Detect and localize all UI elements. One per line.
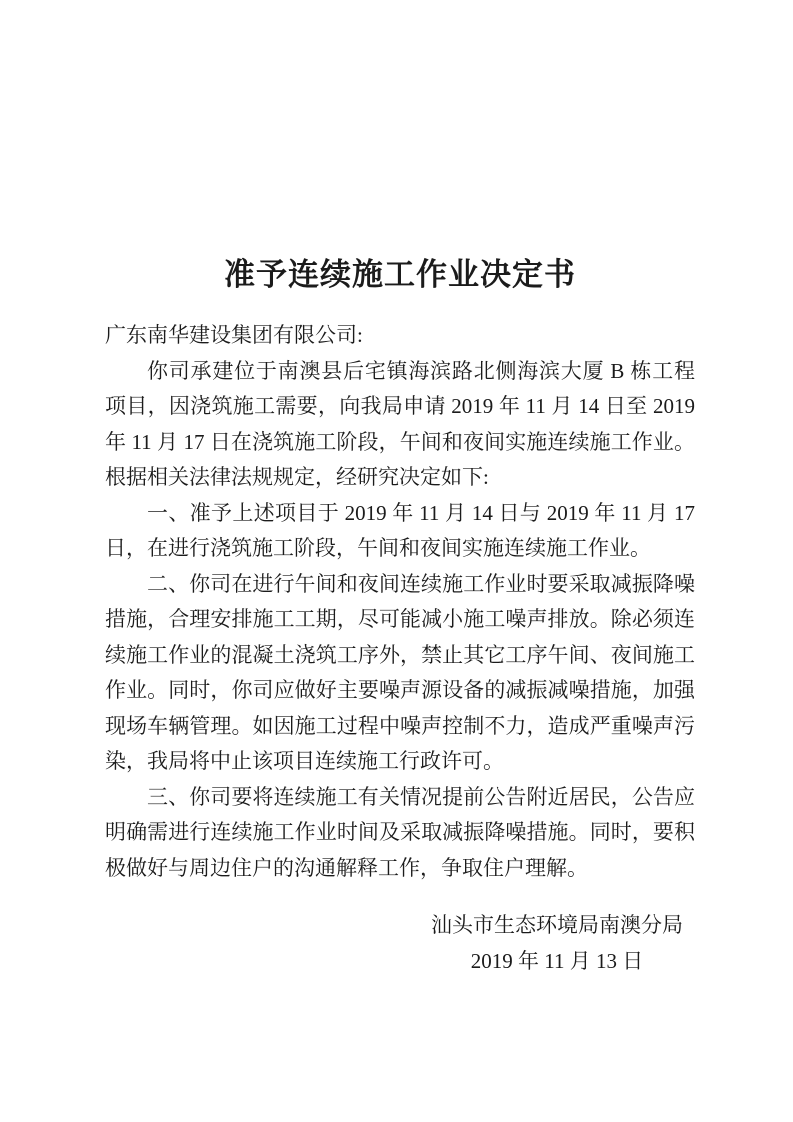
signature-org: 汕头市生态环境局南澳分局 <box>431 913 683 937</box>
addressee-line: 广东南华建设集团有限公司: <box>105 323 363 347</box>
document-title: 准予连续施工作业决定书 <box>224 257 576 292</box>
paragraph-item-3: 三、你司要将连续施工有关情况提前公告附近居民，公告应明确需进行连续施工作业时间及采取减振降噪措施。同时，要积极做好与周边住户的沟通解释工作，争取住户理解。 <box>105 784 695 880</box>
paragraph-item-1: 一、准予上述项目于 2019 年 11 月 14 日与 2019 年 11 月 17 日，在进行浇筑施工阶段，午间和夜间实施连续施工作业。 <box>105 500 695 560</box>
signature-date: 2019 年 11 月 13 日 <box>470 948 644 973</box>
paragraph-item-2: 二、你司在进行午间和夜间连续施工作业时要采取减振降噪措施，合理安排施工工期，尽可能减小施工噪声排放。除必须连续施工作业的混凝土浇筑工序外，禁止其它工序午间、夜间施工作业。同时，你司应做好主要噪声源设备的减振减噪措施，加强现场车辆管理。如因施工过程中噪声控制不力，造成严重噪声污染，我局将中止该项目连续施工行政许可。 <box>105 571 695 773</box>
signature-block <box>431 908 683 979</box>
paragraph-intro: 你司承建位于南澳县后宅镇海滨路北侧海滨大厦 B 栋工程项目，因浇筑施工需要，向我局申请 2019 年 11 月 14 日至 2019 年 11 月 17 日在浇筑施工阶段，午间和夜间实施连续施工作业。根据相关法律法规规定，经研究决定如下: <box>105 358 695 489</box>
